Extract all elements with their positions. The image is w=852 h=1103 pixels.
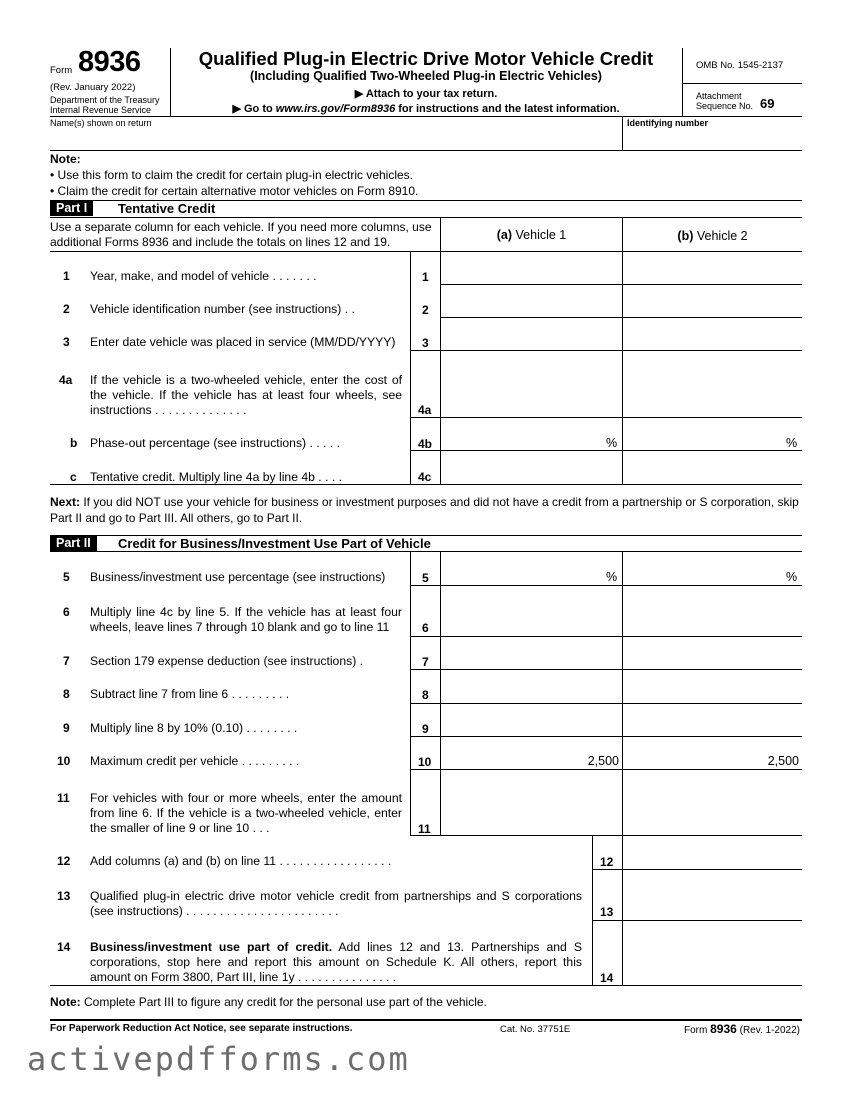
paperwork-notice: For Paperwork Reduction Act Notice, see separate instructions.: [50, 1023, 353, 1034]
line-14-description: Business/investment use part of credit. Add lines 12 and 13. Partnerships and S corporations, stop here and report this amount on Schedule K. All others, report this amount on Form 3800, Part III, line 1y . . . . . . . . . . . . . . .: [90, 940, 582, 984]
line-9-vehicle-2-input[interactable]: [623, 704, 801, 736]
line-4a-vehicle-2-input[interactable]: [623, 351, 801, 417]
line-12-description: Add columns (a) and (b) on line 11 . . . . . . . . . . . . . . . . .: [90, 854, 392, 868]
line-2-description: Vehicle identification number (see instructions) . .: [90, 302, 355, 316]
line-5-vehicle-1-percent-sign: %: [606, 570, 618, 584]
line-2-vehicle-1-input[interactable]: [441, 285, 621, 317]
line-11-number: 11: [57, 791, 70, 805]
part-2-title: Credit for Business/Investment Use Part of Vehicle: [118, 536, 431, 551]
line-10-vehicle-2-value: 2,500: [767, 754, 799, 768]
line-2-vehicle-2-input[interactable]: [623, 285, 801, 317]
line-13-box: 13: [600, 905, 614, 919]
next-instruction: Next: If you did NOT use your vehicle for business or investment purposes and did not have a credit from a partnership or S corporation, skip Part II and go to Part III. All others, go to Part II.: [50, 495, 799, 525]
line-6-vehicle-2-input[interactable]: [623, 586, 801, 636]
line-4b-vehicle-2-percent-sign: %: [786, 436, 798, 450]
line-13-number: 13: [57, 889, 71, 903]
line-12-input[interactable]: [623, 836, 801, 869]
line-10-box: 10: [418, 755, 432, 769]
line-9-box: 9: [422, 722, 429, 736]
line-14-box: 14: [600, 971, 614, 985]
line-9-number: 9: [63, 721, 70, 735]
line-7-number: 7: [63, 654, 70, 668]
name-field[interactable]: [50, 130, 620, 150]
line-5-vehicle-1-input[interactable]: [441, 552, 606, 585]
line-14-number: 14: [57, 940, 71, 954]
irs-url-link[interactable]: www.irs.gov/Form8936: [275, 103, 396, 115]
form-word: Form: [50, 65, 73, 76]
line-7-vehicle-1-input[interactable]: [441, 637, 621, 669]
line-1-description: Year, make, and model of vehicle . . . . . . .: [90, 269, 317, 283]
line-4b-number: b: [70, 436, 78, 450]
line-14-input[interactable]: [623, 921, 801, 984]
line-3-number: 3: [63, 335, 70, 349]
line-11-vehicle-1-input[interactable]: [441, 770, 621, 835]
line-6-description: Multiply line 4c by line 5. If the vehicle has at least four wheels, leave lines 7 through 10 blank and go to line 11: [90, 605, 402, 634]
line-2-number: 2: [63, 302, 70, 316]
line-4c-number: c: [70, 470, 77, 484]
line-5-box: 5: [422, 571, 429, 585]
line-11-box: 11: [418, 822, 431, 836]
line-4c-box: 4c: [418, 470, 432, 484]
part-2-label: Part II: [50, 536, 97, 551]
line-11-description: For vehicles with four or more wheels, enter the amount from line 6. If the vehicle is a two-wheeled vehicle, enter the smaller of line 9 or line 10 . . .: [90, 791, 402, 835]
line-10-vehicle-1-value: 2,500: [587, 754, 619, 768]
form-title: Qualified Plug-in Electric Drive Motor Vehicle Credit: [198, 48, 654, 69]
form-subtitle: (Including Qualified Two-Wheeled Plug-in Electric Vehicles): [250, 69, 602, 83]
line-5-description: Business/investment use percentage (see instructions): [90, 570, 386, 584]
line-3-box: 3: [422, 336, 429, 350]
line-4c-vehicle-1-input[interactable]: [441, 451, 621, 483]
line-8-vehicle-2-input[interactable]: [623, 670, 801, 703]
line-6-box: 6: [422, 621, 429, 635]
line-12-box: 12: [600, 855, 614, 869]
agency: Internal Revenue Service: [50, 105, 152, 115]
line-4c-description: Tentative credit. Multiply line 4a by line 4b . . . .: [90, 470, 342, 484]
part-1-title: Tentative Credit: [118, 201, 216, 216]
line-6-number: 6: [63, 605, 70, 619]
column-a-header: (a) Vehicle 1: [496, 228, 567, 242]
line-1-number: 1: [63, 269, 70, 283]
department: Department of the Treasury: [50, 95, 160, 105]
identifying-number-field[interactable]: [626, 130, 801, 150]
line-9-vehicle-1-input[interactable]: [441, 704, 621, 736]
omb-number: OMB No. 1545-2137: [696, 60, 784, 71]
line-7-vehicle-2-input[interactable]: [623, 637, 801, 669]
line-2-box: 2: [422, 303, 429, 317]
part-1-label: Part I: [50, 201, 93, 216]
line-4a-description: If the vehicle is a two-wheeled vehicle, enter the cost of the vehicle. If the vehicle has at least four wheels, see instructions . . . . . . . . . . . . . .: [90, 373, 402, 417]
line-5-vehicle-2-percent-sign: %: [786, 570, 798, 584]
line-8-box: 8: [422, 688, 429, 702]
line-3-description: Enter date vehicle was placed in service (MM/DD/YYYY): [90, 335, 396, 349]
line-11-vehicle-2-input[interactable]: [623, 770, 801, 835]
attachment-label: Attachment: [696, 91, 742, 101]
line-4b-vehicle-1-percent-sign: %: [606, 436, 618, 450]
line-4a-vehicle-1-input[interactable]: [441, 351, 621, 417]
column-b-header: (b) Vehicle 2: [677, 229, 748, 243]
line-4b-vehicle-1-input[interactable]: [441, 418, 606, 450]
line-4b-vehicle-2-input[interactable]: [623, 418, 785, 450]
line-3-vehicle-2-input[interactable]: [623, 318, 801, 350]
watermark-text: activepdfforms.com: [27, 1040, 410, 1078]
line-3-vehicle-1-input[interactable]: [441, 318, 621, 350]
line-6-vehicle-1-input[interactable]: [441, 586, 621, 636]
line-7-box: 7: [422, 655, 429, 669]
note-bullet-2: • Claim the credit for certain alternative motor vehicles on Form 8910.: [50, 184, 419, 198]
line-9-description: Multiply line 8 by 10% (0.10) . . . . . . . .: [90, 721, 298, 735]
line-13-input[interactable]: [623, 870, 801, 920]
line-10-number: 10: [57, 754, 71, 768]
sequence-number: 69: [760, 96, 775, 111]
line-10-description: Maximum credit per vehicle . . . . . . . . .: [90, 754, 300, 768]
line-1-vehicle-2-input[interactable]: [623, 252, 801, 284]
line-4c-vehicle-2-input[interactable]: [623, 451, 801, 483]
line-8-description: Subtract line 7 from line 6 . . . . . . . . .: [90, 687, 290, 701]
line-7-description: Section 179 expense deduction (see instructions) .: [90, 654, 364, 668]
line-12-number: 12: [57, 854, 71, 868]
bottom-note: Note: Complete Part III to figure any credit for the personal use part of the vehicle.: [50, 995, 487, 1009]
line-4b-box: 4b: [418, 437, 433, 451]
line-13-description: Qualified plug-in electric drive motor vehicle credit from partnerships and S corporations (see instructions) . . . . . . . . . . . . . . . . . . . . . . .: [90, 889, 582, 918]
note-bullet-1: • Use this form to claim the credit for certain plug-in electric vehicles.: [50, 168, 413, 182]
catalog-number: Cat. No. 37751E: [500, 1024, 571, 1035]
goto-instruction: ▶ Go to www.irs.gov/Form8936 for instructions and the latest information.: [232, 103, 620, 115]
line-4b-description: Phase-out percentage (see instructions) . . . . .: [90, 436, 340, 450]
identifying-number-label: Identifying number: [627, 118, 708, 128]
line-4a-box: 4a: [418, 403, 432, 417]
part-1-instructions: Use a separate column for each vehicle. If you need more columns, use additional Forms 8936 and include the totals on lines 12 and 19.: [50, 220, 432, 249]
line-1-vehicle-1-input[interactable]: [441, 252, 621, 284]
footer-form-id: Form 8936 (Rev. 1-2022): [684, 1022, 801, 1036]
name-label: Name(s) shown on return: [50, 118, 152, 128]
revision-date: (Rev. January 2022): [50, 82, 136, 93]
line-5-vehicle-2-input[interactable]: [623, 552, 785, 585]
line-1-box: 1: [422, 270, 429, 284]
note-label: Note:: [50, 152, 81, 166]
line-8-number: 8: [63, 687, 70, 701]
attach-instruction: ▶ Attach to your tax return.: [354, 88, 498, 100]
line-8-vehicle-1-input[interactable]: [441, 670, 621, 703]
sequence-label: Sequence No.: [696, 101, 754, 111]
line-5-number: 5: [63, 570, 70, 584]
line-4a-number: 4a: [59, 373, 73, 387]
form-number: 8936: [78, 46, 141, 78]
